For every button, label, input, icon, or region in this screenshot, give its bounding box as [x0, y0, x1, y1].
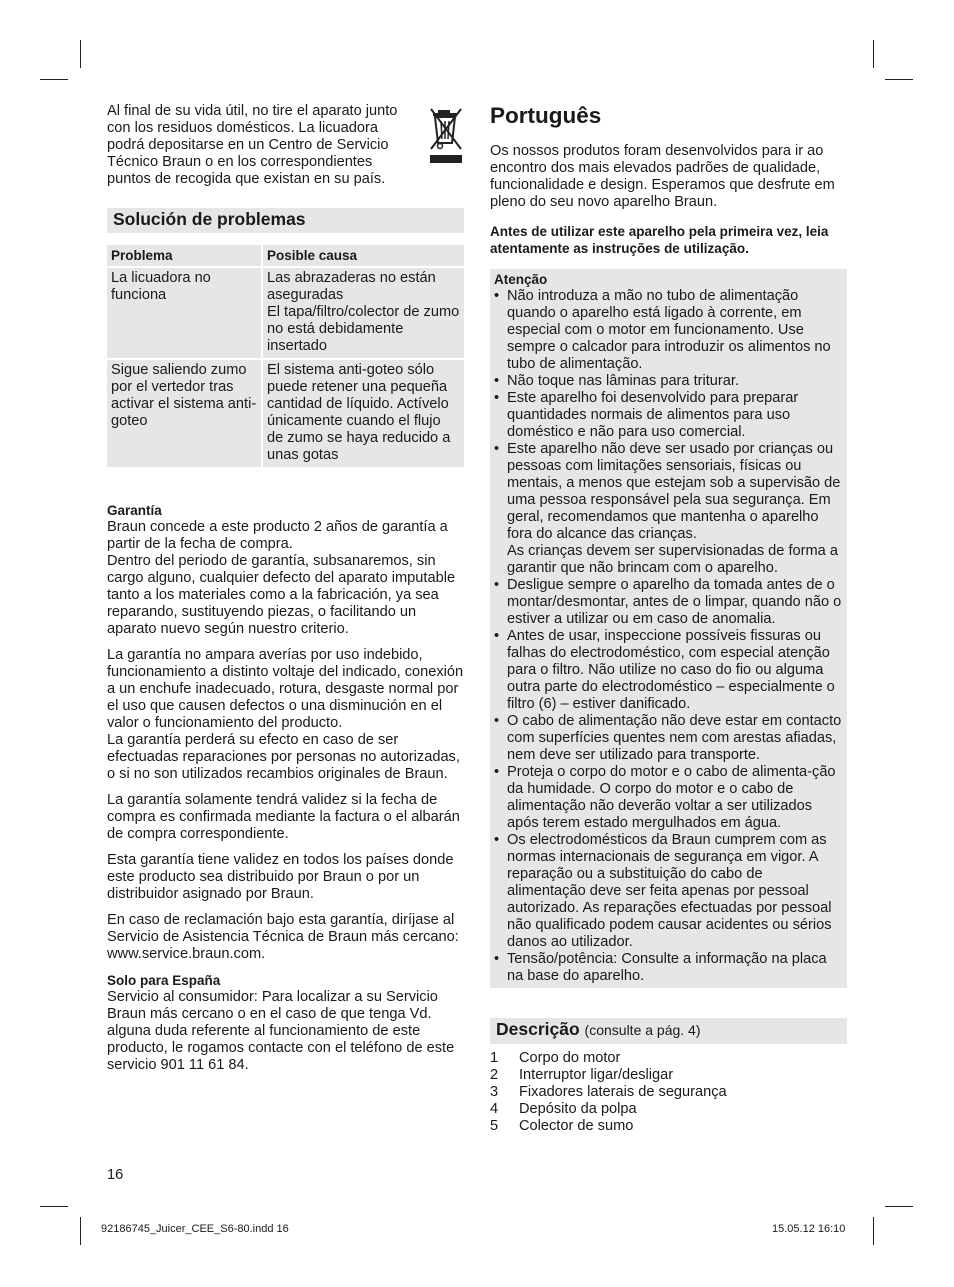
spain-service-text: Servicio al consumidor: Para localizar a su Servicio Braun más cercano o en el caso de que tenga Vd. alguna duda referente al funcionamiento de este producto, le rogamos contacte con el teléfono de este servicio 901 11 61 84. — [107, 989, 455, 1073]
read-instructions-notice: Antes de utilizar este aparelho pela primeira vez, leia atentamente as instruções de utilização. — [490, 224, 829, 256]
description-page-ref: (consulte a pág. 4) — [584, 1022, 701, 1038]
warranty-paragraph: Braun concede a este producto 2 años de garantía a partir de la fecha de compra. Dentro del periodo de garantía, subsanaremos, sin cargo alguno, cualquier defecto del aparato imputable tanto a los materiales como a la fabricación, ya sea reparando, sustituyendo piezas, o facilitando un aparato nuevo según nuestro criterio. — [107, 519, 456, 637]
list-item: • O cabo de alimentação não deve estar em contacto com superfícies quentes nem com arestas afiadas, nem deve ser utilizado para transporte. — [494, 713, 843, 764]
intro-paragraph: Os nossos produtos foram desenvolvidos para ir ao encontro dos mais elevados padrões de qualidade, funcionalidade e design. Esperamos que desfrute em pleno do seu novo aparelho Braun. — [490, 143, 835, 210]
list-item: • Proteja o corpo do motor e o cabo de alimenta-ção da humidade. O corpo do motor e o cabo de alimentação não deverão voltar a ser utilizados após terem estado mergulhados em água. — [494, 764, 843, 832]
footer-timestamp: 15.05.12 16:10 — [772, 1223, 846, 1235]
table-header-row — [107, 245, 464, 266]
part-label: Interruptor ligar/desligar — [519, 1067, 674, 1083]
attention-list — [494, 288, 843, 985]
description-heading — [490, 1018, 847, 1044]
section-title: Português — [490, 103, 602, 128]
list-item — [490, 1101, 847, 1118]
list-item — [490, 1067, 847, 1084]
portuguese-column — [490, 103, 847, 1135]
troubleshooting-heading: Solución de problemas — [107, 208, 464, 233]
attention-box — [490, 269, 847, 988]
warranty-paragraph: Esta garantía tiene validez en todos los países donde este producto sea distribuido por Braun o por un distribuidor asignado por Braun. — [107, 852, 454, 902]
list-item: • Tensão/potência: Consulte a informação na placa na base do aparelho. — [494, 951, 843, 985]
warranty-paragraph: En caso de reclamación bajo esta garantía, diríjase al Servicio de Asistencia Técnica de Braun más cercano: www.service.braun.com. — [107, 912, 459, 962]
warranty-heading: Garantía — [107, 503, 162, 518]
crop-mark — [80, 40, 81, 68]
crop-mark — [885, 1206, 913, 1207]
disposal-text: Al final de su vida útil, no tire el aparato junto con los residuos domésticos. La licuadora podrá depositarse en un Centro de Servicio Técnico Braun o en los correspondientes puntos de recogida que existan en su país. — [107, 103, 398, 187]
list-item: • Não introduza a mão no tubo de alimentação quando o aparelho está ligado à corrente, em especial com o motor em funcionamento. Use sempre o calcador para introduzir os alimentos no tubo de alimentação. — [494, 288, 843, 373]
list-item: • Desligue sempre o aparelho da tomada antes de o montar/desmontar, antes de o limpar, quando não o estiver a utilizar ou em caso de anomalia. — [494, 577, 843, 628]
warranty-paragraph: La garantía solamente tendrá validez si la fecha de compra es confirmada mediante la factura o el albarán de compra correspondiente. — [107, 792, 460, 842]
table-header-problem: Problema — [107, 245, 263, 266]
list-item — [490, 1050, 847, 1067]
list-item: • Não toque nas lâminas para triturar. — [494, 373, 843, 390]
page-number: 16 — [107, 1167, 124, 1183]
part-number: 3 — [490, 1084, 499, 1100]
table-header-cause: Posible causa — [263, 245, 464, 266]
part-label: Colector de sumo — [519, 1118, 634, 1134]
list-item: • Os electrodomésticos da Braun cumprem com as normas internacionais de segurança em vigor. A reparação ou a substituição do cabo de alimentação deve ser feita apenas por pessoal autorizado. As reparações efectuadas por pessoal não qualificado podem causar acidentes ou sérios danos ao utilizador. — [494, 832, 843, 951]
list-item: • Este aparelho não deve ser usado por crianças ou pessoas com limitações sensoriais, físicas ou mentais, a menos que estejam sob a supervisão de uma pessoa responsável pela sua segurança. Em geral, recomendamos que mantenha o aparelho fora do alcance das crianças. As crianças devem ser supervisionadas de forma a garantir que não brincam com o aparelho. — [494, 441, 843, 577]
table-cell-cause: Las abrazaderas no están aseguradas El tapa/filtro/colector de zumo no está debidamente insertado — [263, 266, 464, 358]
part-number: 5 — [490, 1118, 499, 1134]
list-item: • Este aparelho foi desenvolvido para preparar quantidades normais de alimentos para uso doméstico e não para uso comercial. — [494, 390, 843, 441]
list-item — [490, 1118, 847, 1135]
part-number: 1 — [490, 1050, 499, 1066]
crop-mark — [885, 79, 913, 80]
part-number: 4 — [490, 1101, 499, 1117]
part-label: Corpo do motor — [519, 1050, 621, 1066]
troubleshooting-table — [107, 245, 464, 467]
footer-filename: 92186745_Juicer_CEE_S6-80.indd 16 — [101, 1223, 289, 1235]
crop-mark — [80, 1217, 81, 1245]
crop-mark — [40, 1206, 68, 1207]
crop-mark — [873, 40, 874, 68]
list-item — [490, 1084, 847, 1101]
spain-heading: Solo para España — [107, 973, 221, 988]
part-label: Depósito da polpa — [519, 1101, 637, 1117]
part-number: 2 — [490, 1067, 499, 1083]
spanish-column — [107, 103, 464, 1074]
crop-mark — [40, 79, 68, 80]
part-label: Fixadores laterais de segurança — [519, 1084, 727, 1100]
list-item: • Antes de usar, inspeccione possíveis fissuras ou falhas do electrodoméstico, com especial atenção para o filtro. Não utilize no caso do fio ou alguma outra parte do electrodoméstico – especialmente o filtro (6) – estiver danificado. — [494, 628, 843, 713]
table-cell-cause: El sistema anti-goteo sólo puede retener una pequeña cantidad de líquido. Actívelo únicamente cuando el flujo de zumo se haya reducido a unas gotas — [263, 358, 464, 467]
table-cell-problem: La licuadora no funciona — [107, 266, 263, 358]
table-cell-problem: Sigue saliendo zumo por el vertedor tras activar el sistema anti-goteo — [107, 358, 263, 467]
table-row — [107, 266, 464, 358]
parts-list — [490, 1050, 847, 1135]
description-title: Descrição — [496, 1019, 580, 1039]
warranty-paragraph: La garantía no ampara averías por uso indebido, funcionamiento a distinto voltaje del indicado, conexión a un enchufe inadecuado, rotura, desgaste normal por el uso que causen defectos o una disminución en el valor o funcionamiento del producto. La garantía perderá su efecto en caso de ser efectuadas reparaciones por personas no autorizadas, o si no son utilizados recambios originales de Braun. — [107, 647, 464, 782]
crossed-out-wheelie-bin-icon — [429, 107, 463, 165]
crop-mark — [873, 1217, 874, 1245]
attention-heading: Atenção — [494, 272, 548, 287]
table-row — [107, 358, 464, 467]
